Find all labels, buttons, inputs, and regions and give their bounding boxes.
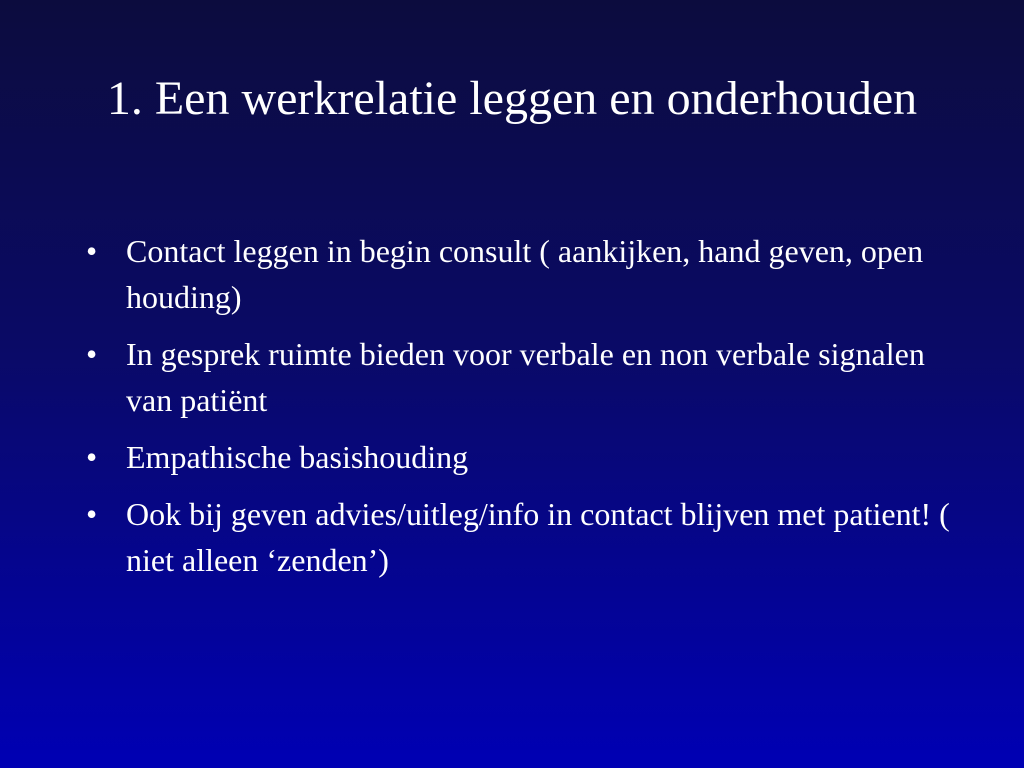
bullet-icon: • — [86, 336, 98, 372]
bullet-item — [84, 491, 954, 583]
bullet-list — [84, 228, 954, 594]
slide-title: 1. Een werkrelatie leggen en onderhouden — [106, 72, 918, 125]
bullet-item — [84, 434, 954, 480]
bullet-text: Empathische basishouding — [126, 439, 469, 475]
bullet-text: Ook bij geven advies/uitleg/info in contact blijven met patient! ( niet alleen ‘zenden’) — [126, 496, 950, 578]
bullet-item — [84, 228, 954, 320]
bullet-icon: • — [86, 439, 98, 475]
bullet-item — [84, 331, 954, 423]
bullet-icon: • — [86, 496, 98, 532]
bullet-text: Contact leggen in begin consult ( aankijken, hand geven, open houding) — [126, 233, 924, 315]
bullet-text: In gesprek ruimte bieden voor verbale en non verbale signalen van patiënt — [126, 336, 925, 418]
bullet-icon: • — [86, 233, 98, 269]
